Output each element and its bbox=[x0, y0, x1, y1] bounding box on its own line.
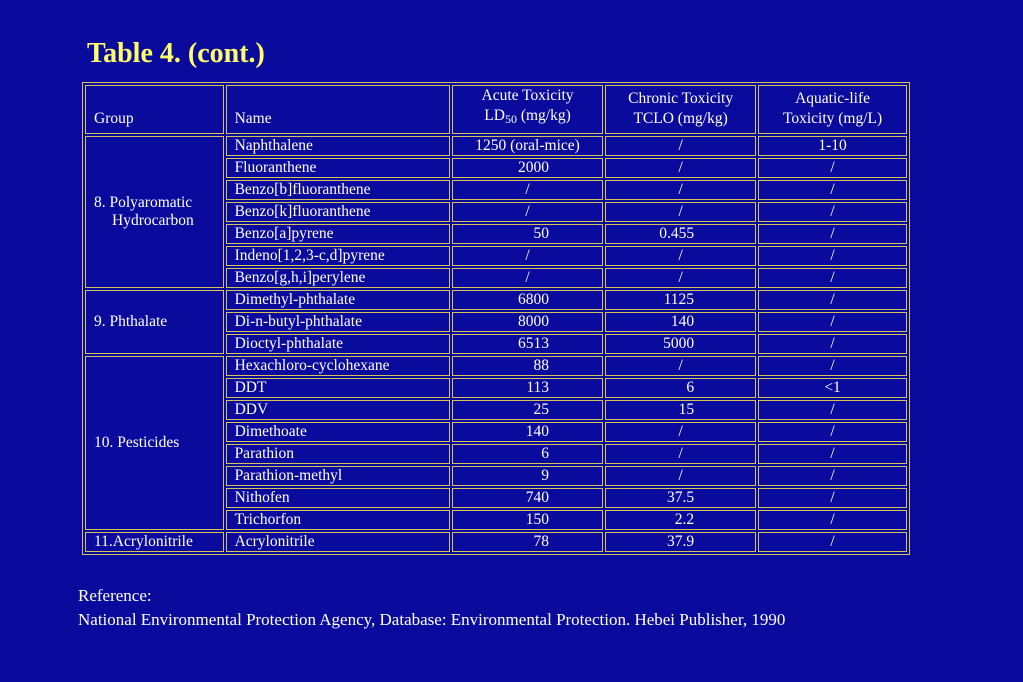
compound-name: Trichorfon bbox=[226, 510, 450, 530]
chronic-toxicity-value: / bbox=[678, 159, 683, 176]
chronic-toxicity-value: / bbox=[678, 445, 683, 462]
compound-name: Nithofen bbox=[226, 488, 450, 508]
aquatic-toxicity-value: <1 bbox=[758, 378, 907, 398]
compound-name: Indeno[1,2,3-c,d]pyrene bbox=[226, 246, 450, 266]
compound-name: Parathion-methyl bbox=[226, 466, 450, 486]
chronic-toxicity-value: / bbox=[678, 423, 683, 440]
header-acute-toxicity bbox=[452, 85, 603, 134]
header-chronic-line2: TCLO (mg/kg) bbox=[633, 110, 728, 127]
chronic-toxicity-cell bbox=[605, 422, 756, 442]
group-label: 11.Acrylonitrile bbox=[94, 533, 193, 550]
acute-toxicity-cell bbox=[452, 422, 603, 442]
acute-toxicity-value: / bbox=[525, 181, 530, 198]
aquatic-toxicity-value: / bbox=[758, 290, 907, 310]
aquatic-toxicity-value: / bbox=[758, 246, 907, 266]
table-row bbox=[85, 532, 907, 552]
acute-toxicity-value: 2000 bbox=[518, 159, 550, 176]
acute-toxicity-cell bbox=[452, 532, 603, 552]
chronic-toxicity-value: / bbox=[678, 137, 683, 154]
group-cell bbox=[85, 356, 224, 530]
acute-toxicity-value: 6513 bbox=[518, 335, 550, 352]
header-acute-unit: (mg/kg) bbox=[516, 107, 571, 124]
header-chronic-toxicity bbox=[605, 85, 756, 134]
acute-toxicity-cell bbox=[452, 246, 603, 266]
acute-toxicity-value: 140 bbox=[525, 423, 550, 440]
header-acute-line1: Acute Toxicity bbox=[481, 87, 574, 104]
chronic-toxicity-cell bbox=[605, 224, 756, 244]
chronic-toxicity-cell bbox=[605, 466, 756, 486]
compound-name: Dioctyl-phthalate bbox=[226, 334, 450, 354]
compound-name: DDT bbox=[226, 378, 450, 398]
reference-label: Reference: bbox=[78, 586, 152, 605]
compound-name: Dimethyl-phthalate bbox=[226, 290, 450, 310]
chronic-toxicity-value: / bbox=[678, 357, 683, 374]
chronic-toxicity-value: / bbox=[678, 247, 683, 264]
compound-name: Benzo[g,h,i]perylene bbox=[226, 268, 450, 288]
aquatic-toxicity-value: 1-10 bbox=[758, 136, 907, 156]
acute-toxicity-cell bbox=[452, 356, 603, 376]
acute-toxicity-value: 6800 bbox=[518, 291, 550, 308]
chronic-toxicity-cell bbox=[605, 136, 756, 156]
group-label: 8. Polyaromatic bbox=[94, 194, 193, 211]
aquatic-toxicity-value: / bbox=[758, 510, 907, 530]
compound-name: DDV bbox=[226, 400, 450, 420]
acute-toxicity-value: 6 bbox=[541, 445, 550, 462]
acute-toxicity-cell bbox=[452, 400, 603, 420]
aquatic-toxicity-value: / bbox=[758, 312, 907, 332]
compound-name: Benzo[b]fluoranthene bbox=[226, 180, 450, 200]
aquatic-toxicity-value: / bbox=[758, 488, 907, 508]
chronic-toxicity-value: / bbox=[678, 467, 683, 484]
acute-toxicity-cell bbox=[452, 290, 603, 310]
chronic-toxicity-cell bbox=[605, 246, 756, 266]
chronic-toxicity-cell bbox=[605, 510, 756, 530]
acute-toxicity-value: 88 bbox=[533, 357, 550, 374]
group-label-continued: Hydrocarbon bbox=[112, 212, 194, 229]
chronic-toxicity-cell bbox=[605, 400, 756, 420]
toxicity-table bbox=[82, 82, 910, 555]
aquatic-toxicity-value: / bbox=[758, 180, 907, 200]
header-group bbox=[85, 85, 224, 134]
group-cell bbox=[85, 136, 224, 288]
chronic-toxicity-cell bbox=[605, 180, 756, 200]
acute-toxicity-value: 150 bbox=[525, 511, 550, 528]
compound-name: Hexachloro-cyclohexane bbox=[226, 356, 450, 376]
acute-toxicity-value: 50 bbox=[533, 225, 550, 242]
chronic-toxicity-cell bbox=[605, 488, 756, 508]
header-chronic-line1: Chronic Toxicity bbox=[628, 90, 734, 107]
chronic-toxicity-value: 37.5 bbox=[666, 489, 695, 506]
acute-toxicity-value: / bbox=[525, 269, 530, 286]
acute-toxicity-value: 740 bbox=[525, 489, 550, 506]
chronic-toxicity-value: / bbox=[678, 181, 683, 198]
group-cell bbox=[85, 290, 224, 354]
chronic-toxicity-value: / bbox=[678, 203, 683, 220]
aquatic-toxicity-value: / bbox=[758, 334, 907, 354]
acute-toxicity-cell bbox=[452, 180, 603, 200]
header-aquatic-toxicity bbox=[758, 85, 907, 134]
aquatic-toxicity-value: / bbox=[758, 444, 907, 464]
acute-toxicity-cell bbox=[452, 488, 603, 508]
chronic-toxicity-value: / bbox=[678, 269, 683, 286]
aquatic-toxicity-value: / bbox=[758, 356, 907, 376]
chronic-toxicity-value: 6 bbox=[686, 379, 695, 396]
chronic-toxicity-cell bbox=[605, 334, 756, 354]
chronic-toxicity-value: 1125 bbox=[663, 291, 695, 308]
acute-toxicity-value: 78 bbox=[533, 533, 550, 550]
acute-toxicity-value: / bbox=[525, 247, 530, 264]
compound-name: Dimethoate bbox=[226, 422, 450, 442]
header-acute-line2 bbox=[461, 106, 594, 129]
chronic-toxicity-cell bbox=[605, 268, 756, 288]
chronic-toxicity-cell bbox=[605, 378, 756, 398]
reference-text: National Environmental Protection Agency, Database: Environmental Protection. Hebei Publisher, 1990 bbox=[78, 610, 786, 629]
aquatic-toxicity-value: / bbox=[758, 224, 907, 244]
acute-toxicity-value: 25 bbox=[533, 401, 550, 418]
acute-toxicity-cell bbox=[452, 312, 603, 332]
acute-toxicity-value: 9 bbox=[541, 467, 550, 484]
chronic-toxicity-cell bbox=[605, 356, 756, 376]
group-label: 10. Pesticides bbox=[94, 434, 180, 451]
aquatic-toxicity-value: / bbox=[758, 400, 907, 420]
aquatic-toxicity-value: / bbox=[758, 268, 907, 288]
header-name bbox=[226, 85, 450, 134]
header-aquatic-line2: Toxicity (mg/L) bbox=[782, 110, 883, 127]
page-title: Table 4. (cont.) bbox=[87, 38, 265, 69]
compound-name: Parathion bbox=[226, 444, 450, 464]
table-row bbox=[85, 356, 907, 376]
chronic-toxicity-value: 5000 bbox=[663, 335, 695, 352]
header-group-label: Group bbox=[94, 110, 134, 127]
chronic-toxicity-value: 2.2 bbox=[674, 511, 695, 528]
acute-toxicity-cell bbox=[452, 202, 603, 222]
aquatic-toxicity-value: / bbox=[758, 422, 907, 442]
toxicity-table-body bbox=[85, 85, 907, 552]
compound-name: Acrylonitrile bbox=[226, 532, 450, 552]
acute-toxicity-value: 1250 (oral-mice) bbox=[475, 137, 580, 154]
header-acute-ld: LD bbox=[484, 107, 505, 124]
compound-name: Benzo[a]pyrene bbox=[226, 224, 450, 244]
table-row bbox=[85, 136, 907, 156]
acute-toxicity-cell bbox=[452, 224, 603, 244]
chronic-toxicity-cell bbox=[605, 532, 756, 552]
table-row bbox=[85, 290, 907, 310]
acute-toxicity-value: 8000 bbox=[518, 313, 550, 330]
chronic-toxicity-value: 140 bbox=[670, 313, 695, 330]
acute-toxicity-cell bbox=[452, 510, 603, 530]
acute-toxicity-cell bbox=[452, 334, 603, 354]
aquatic-toxicity-value: / bbox=[758, 158, 907, 178]
compound-name: Benzo[k]fluoranthene bbox=[226, 202, 450, 222]
acute-toxicity-cell bbox=[452, 268, 603, 288]
acute-toxicity-value: / bbox=[525, 203, 530, 220]
chronic-toxicity-cell bbox=[605, 444, 756, 464]
chronic-toxicity-cell bbox=[605, 290, 756, 310]
acute-toxicity-cell bbox=[452, 378, 603, 398]
acute-toxicity-cell bbox=[452, 444, 603, 464]
chronic-toxicity-cell bbox=[605, 158, 756, 178]
aquatic-toxicity-value: / bbox=[758, 466, 907, 486]
group-label: 9. Phthalate bbox=[94, 313, 168, 330]
chronic-toxicity-cell bbox=[605, 202, 756, 222]
chronic-toxicity-cell bbox=[605, 312, 756, 332]
acute-toxicity-cell bbox=[452, 466, 603, 486]
reference-block bbox=[78, 584, 785, 632]
header-acute-sub: 50 bbox=[504, 112, 517, 126]
chronic-toxicity-value: 15 bbox=[678, 401, 695, 418]
aquatic-toxicity-value: / bbox=[758, 202, 907, 222]
chronic-toxicity-value: 0.455 bbox=[659, 225, 695, 242]
header-aquatic-line1: Aquatic-life bbox=[795, 90, 870, 107]
acute-toxicity-cell bbox=[452, 158, 603, 178]
aquatic-toxicity-value: / bbox=[758, 532, 907, 552]
table-header-row bbox=[85, 85, 907, 134]
compound-name: Di-n-butyl-phthalate bbox=[226, 312, 450, 332]
compound-name: Fluoranthene bbox=[226, 158, 450, 178]
group-cell bbox=[85, 532, 224, 552]
chronic-toxicity-value: 37.9 bbox=[666, 533, 695, 550]
compound-name: Naphthalene bbox=[226, 136, 450, 156]
acute-toxicity-value: 113 bbox=[526, 379, 550, 396]
header-name-label: Name bbox=[234, 110, 272, 127]
acute-toxicity-cell bbox=[452, 136, 603, 156]
